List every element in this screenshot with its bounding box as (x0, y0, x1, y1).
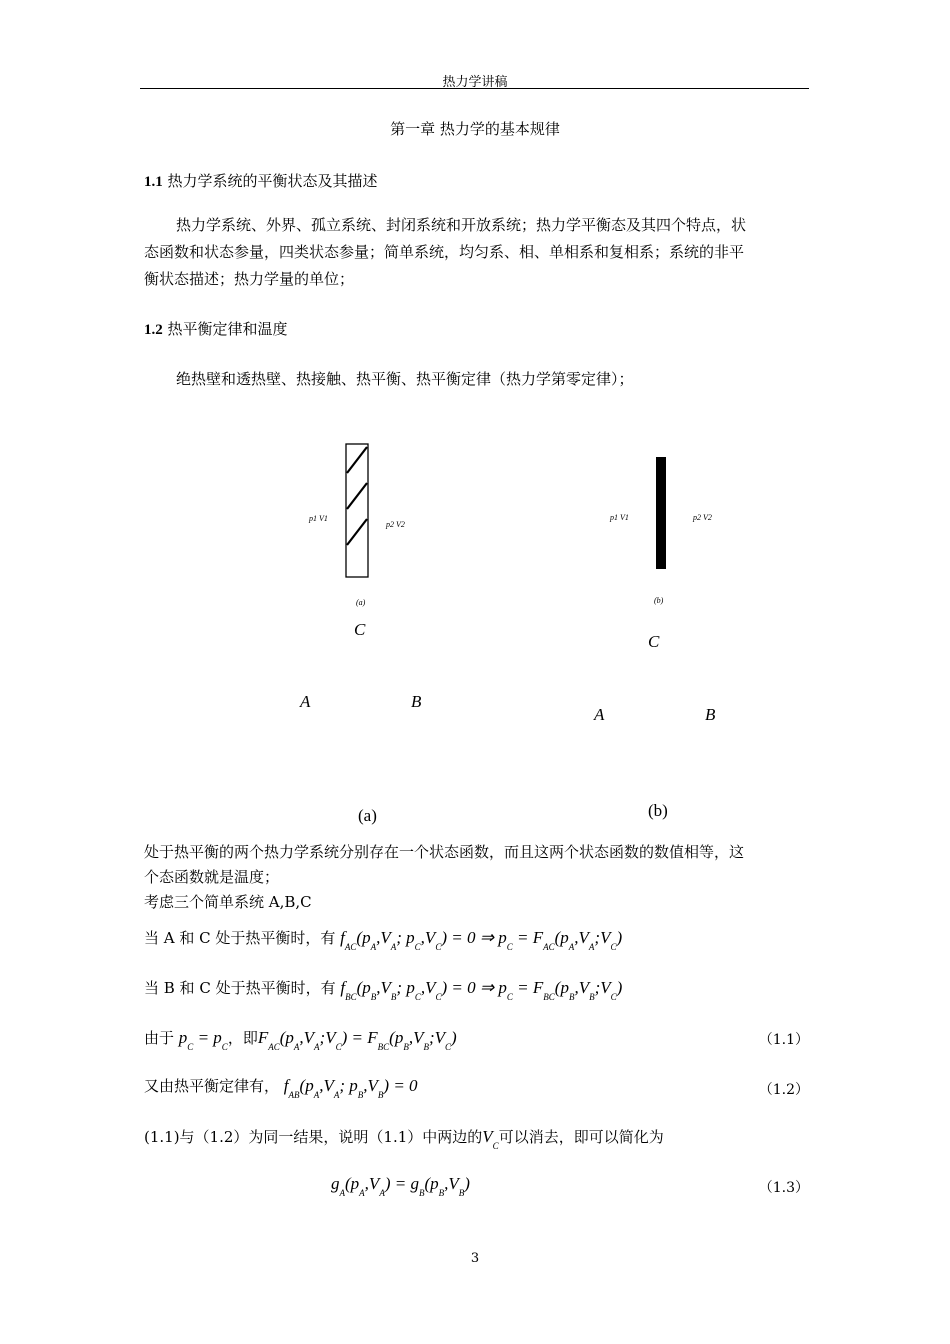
fig-b-label-a: A (594, 705, 605, 724)
fig-a-caption: (a) (358, 806, 377, 825)
body-line-1: 处于热平衡的两个热力学系统分别存在一个状态函数，而且这两个状态函数的数值相等，这 (144, 843, 745, 861)
body-line-3: 考虑三个简单系统 A,B,C (144, 893, 312, 911)
equation-1-2 (144, 1075, 418, 1100)
equation-prefix: 由于 (144, 1029, 175, 1047)
chapter-title: 第一章 热力学的基本规律 (390, 120, 560, 138)
section-heading-1-1 (144, 170, 378, 191)
fig-a-label-b: B (411, 692, 422, 711)
equation-prefix: 当 A 和 C 处于热平衡时，有 (144, 929, 336, 947)
page-number: 3 (470, 1251, 480, 1266)
body-line: 衡状态描述；热力学量的单位； (144, 270, 355, 288)
equation-number-1-2: （1.2） (758, 1082, 809, 1098)
equation-1-3-text (144, 1126, 664, 1151)
header-rule (140, 88, 809, 89)
fig-a-left-state-label: p1 V1 (309, 514, 328, 523)
equation-1-3 (331, 1174, 470, 1198)
equation-body: $f_{BC}(p_B,V_B$; $p_C,V_C) = 0$ ⇒ $p_C$ = $F_{BC}(p_B,V_B;V_C)$ (340, 978, 623, 1002)
equation-prefix: 又由热平衡定律有， (144, 1077, 280, 1095)
section-heading-1-2 (144, 318, 288, 339)
section-1-1-body (144, 212, 808, 293)
fig-b-caption: (b) (648, 801, 668, 820)
equation-ac (144, 927, 623, 952)
fig-b-right-state-label: p2 V2 (693, 513, 712, 522)
equation-text-a: (1.1)与（1.2）为同一结果，说明（1.1）中两边的 (144, 1128, 483, 1146)
fig-a-label-a: A (300, 692, 311, 711)
fig-b-label-c: C (648, 632, 660, 651)
equation-symbol: $V_C$ (482, 1127, 499, 1151)
equation-connector: ，即 (227, 1029, 258, 1047)
body-line-2: 个态函数就是温度； (144, 868, 280, 886)
equation-body: $f_{AC}(p_A,V_A$; $p_C,V_C) = 0$ ⇒ $p_C$ = $F_{AC}(p_A,V_A;V_C)$ (340, 928, 623, 952)
equation-body: $p_C = p_C$ (178, 1028, 228, 1052)
equation-1-1 (144, 1027, 457, 1052)
equation-text-b: 可以消去，即可以简化为 (498, 1128, 664, 1146)
equation-number-1-1: （1.1） (758, 1032, 809, 1048)
adiabatic-wall-graphic (656, 457, 666, 569)
body-line: 热力学系统、外界、孤立系统、封闭系统和开放系统；热力学平衡态及其四个特点，状 (176, 216, 747, 234)
section-number: 1.1 (144, 174, 163, 190)
fig-b-label-b: B (705, 705, 716, 724)
page-header: 热力学讲稿 (442, 75, 508, 90)
equation-body: $F_{AC}(p_A,V_A;V_C)$ = $F_{BC}(p_B,V_B;V_C)$ (257, 1028, 457, 1052)
section-number: 1.2 (144, 322, 163, 338)
equation-prefix: 当 B 和 C 处于热平衡时，有 (144, 979, 336, 997)
fig-a-right-state-label: p2 V2 (386, 520, 405, 529)
equation-body: $f_{AB}(p_A,V_A$; $p_B,V_B) = 0$ (283, 1076, 418, 1100)
fig-b-left-state-label: p1 V1 (610, 513, 629, 522)
section-title: 热力学系统的平衡状态及其描述 (167, 172, 378, 190)
fig-b-small-caption: (b) (654, 596, 664, 605)
equation-body: $g_A(p_A,V_A) = g_B(p_B,V_B)$ (331, 1174, 470, 1198)
section-title: 热平衡定律和温度 (167, 320, 288, 338)
equation-bc (144, 977, 623, 1002)
diathermal-wall-graphic (345, 443, 371, 579)
fig-a-label-c: C (354, 620, 366, 639)
body-line: 态函数和状态参量，四类状态参量；简单系统，均匀系、相、单相系和复相系；系统的非平 (144, 243, 745, 261)
fig-a-small-caption: (a) (356, 598, 366, 607)
section-1-2-intro: 绝热壁和透热壁、热接触、热平衡、热平衡定律（热力学第零定律）； (176, 370, 634, 388)
equation-number-1-3: （1.3） (758, 1180, 809, 1196)
